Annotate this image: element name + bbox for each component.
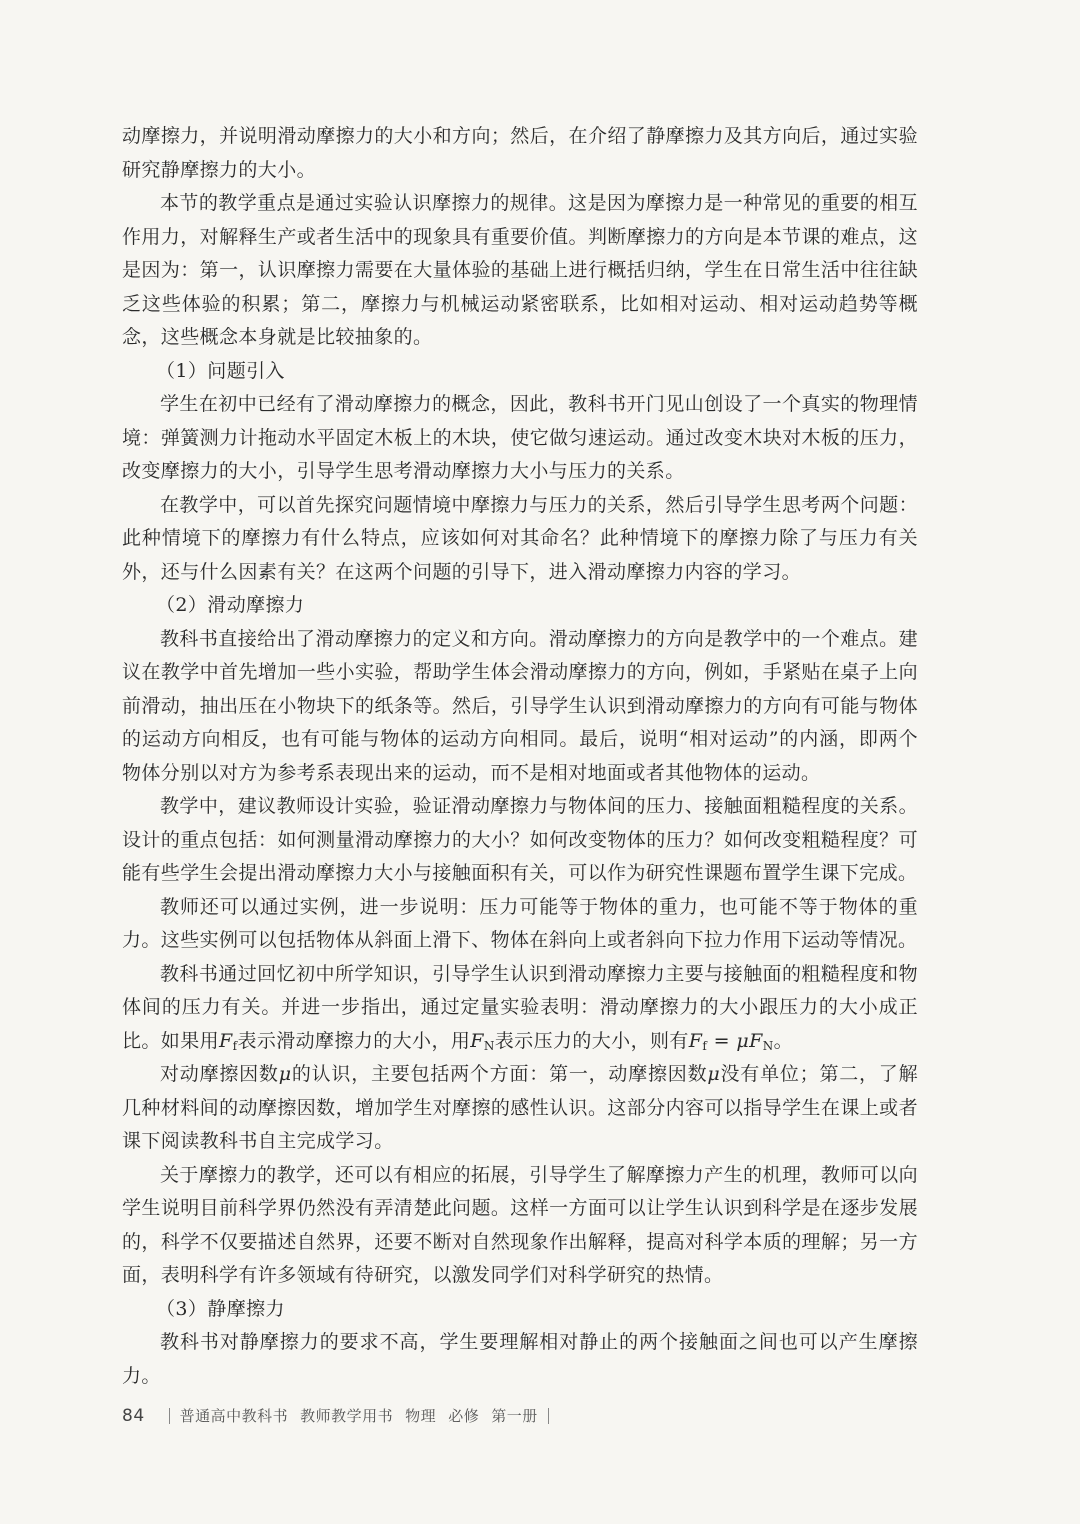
- paragraph: 教学中，建议教师设计实验，验证滑动摩擦力与物体间的压力、接触面粗糙程度的关系。设计的重点包括：如何测量滑动摩擦力的大小？如何改变物体的压力？如何改变粗糙程度？可能有些学生会提出滑动摩擦力大小与接触面积有关，可以作为研究性课题布置学生课下完成。: [122, 795, 918, 884]
- divider: [169, 1408, 170, 1424]
- page-number: 84: [122, 1405, 145, 1426]
- paragraph: 在教学中，可以首先探究问题情境中摩擦力与压力的关系，然后引导学生思考两个问题：此种情境下的摩擦力有什么特点，应该如何对其命名？此种情境下的摩擦力除了与压力有关外，还与什么因素有关？在这两个问题的引导下，进入滑动摩擦力内容的学习。: [122, 493, 918, 583]
- paragraph-mu: 对动摩擦因数μ的认识，主要包括两个方面：第一，动摩擦因数μ没有单位；第二，了解几种材料间的动摩擦因数，增加学生对摩擦的感性认识。这部分内容可以指导学生在课上或者课下阅读教科书自主完成学习。: [122, 1063, 918, 1152]
- paragraph: 学生在初中已经有了滑动摩擦力的概念，因此，教科书开门见山创设了一个真实的物理情境：弹簧测力计拖动水平固定木板上的木块，使它做匀速运动。通过改变木块对木板的压力，改变摩擦力的大小，引导学生思考滑动摩擦力大小与压力的关系。: [122, 393, 918, 482]
- section-heading: （3）静摩擦力: [156, 1297, 285, 1320]
- footer-subject: 物理: [405, 1407, 437, 1425]
- paragraph: 教科书直接给出了滑动摩擦力的定义和方向。滑动摩擦力的方向是教学中的一个难点。建议在教学中首先增加一些小实验，帮助学生体会滑动摩擦力的方向，例如，手紧贴在桌子上向前滑动，抽出压在小物块下的纸条等。然后，引导学生认识到滑动摩擦力的方向有可能与物体的运动方向相反，也有可能与物体的运动方向相同。最后，说明“相对运动”的内涵，即两个物体分别以对方为参考系表现出来的运动，而不是相对地面或者其他物体的运动。: [122, 627, 918, 784]
- paragraph: 关于摩擦力的教学，还可以有相应的拓展，引导学生了解摩擦力产生的机理，教师可以向学生说明目前科学界仍然没有弄清楚此问题。这样一方面可以让学生认识到科学是在逐步发展的，科学不仅要描述自然界，还要不断对自然现象作出解释，提高对科学本质的理解；另一方面，表明科学有许多领域有待研究，以激发同学们对科学研究的热情。: [122, 1163, 918, 1286]
- footer-type: 教师教学用书: [300, 1407, 394, 1425]
- section-heading: （1）问题引入: [156, 359, 285, 382]
- footer-book: 普通高中教科书: [179, 1407, 289, 1425]
- paragraph: 动摩擦力，并说明滑动摩擦力的大小和方向；然后，在介绍了静摩擦力及其方向后，通过实验研究静摩擦力的大小。: [122, 125, 918, 181]
- paragraph: 本节的教学重点是通过实验认识摩擦力的规律。这是因为摩擦力是一种常见的重要的相互作用力，对解释生产或者生活中的现象具有重要价值。判断摩擦力的方向是本节课的难点，这是因为：第一，认识摩擦力需要在大量体验的基础上进行概括归纳，学生在日常生活中往往缺乏这些体验的积累；第二，摩擦力与机械运动紧密联系，比如相对运动、相对运动趋势等概念，这些概念本身就是比较抽象的。: [122, 192, 918, 348]
- paragraph: 教科书对静摩擦力的要求不高，学生要理解相对静止的两个接触面之间也可以产生摩擦力。: [122, 1331, 918, 1387]
- page-body: [122, 120, 918, 1393]
- footer-level: 必修: [448, 1407, 480, 1425]
- section-heading: （2）滑动摩擦力: [156, 594, 305, 616]
- page-footer: [122, 1405, 559, 1426]
- footer-volume: 第一册: [491, 1407, 538, 1425]
- paragraph: 教师还可以通过实例，进一步说明：压力可能等于物体的重力，也可能不等于物体的重力。这些实例可以包括物体从斜面上滑下、物体在斜向上或者斜向下拉力作用下运动等情况。: [122, 895, 918, 951]
- paragraph-formula: 教科书通过回忆初中所学知识，引导学生认识到滑动摩擦力主要与接触面的粗糙程度和物体间的压力有关。并进一步指出，通过定量实验表明：滑动摩擦力的大小跟压力的大小成正比。如果用$F_f$表示滑动摩擦力的大小，用$F_N$表示压力的大小，则有$F_f = \mu F_N$。: [122, 962, 918, 1053]
- divider: [548, 1408, 549, 1424]
